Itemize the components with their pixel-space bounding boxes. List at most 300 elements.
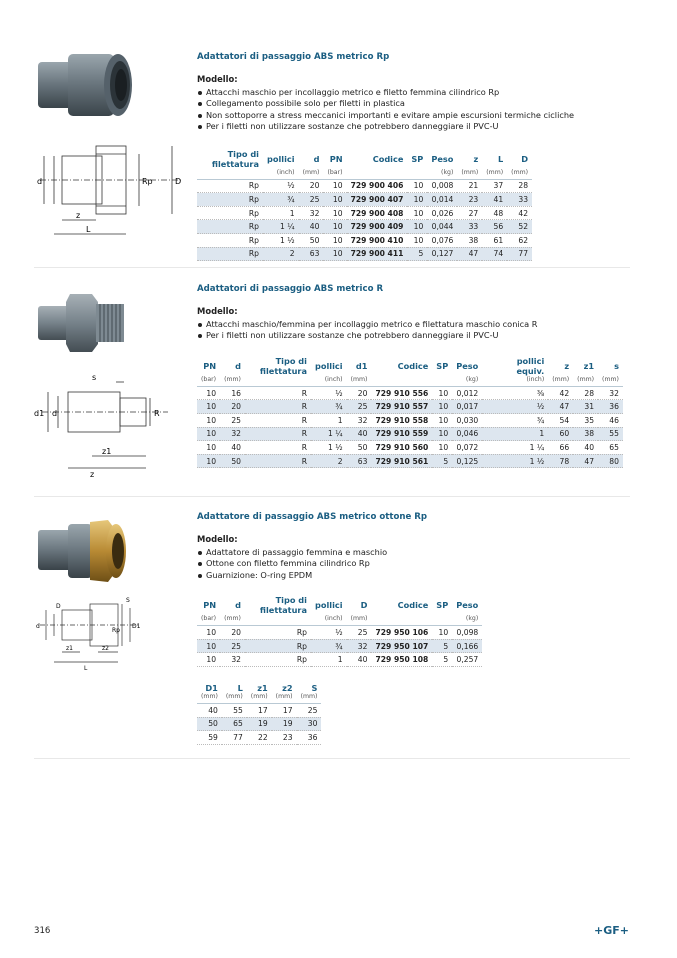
column-header: PN: [329, 153, 343, 164]
table-cell: 25: [220, 639, 245, 653]
table-cell: 0,127: [427, 247, 457, 261]
table-cell: 55: [222, 704, 247, 718]
product-code-cell: 729 900 409: [347, 220, 408, 234]
table-cell: R: [245, 386, 311, 400]
table-cell: 10: [197, 639, 220, 653]
table-cell: 10: [197, 653, 220, 667]
drawing-label-d1: d1: [34, 409, 45, 418]
technical-drawing-adapter-r: [28, 370, 178, 480]
product-code-cell: 729 910 559: [371, 427, 432, 441]
table-cell: 1 ¼: [263, 220, 299, 234]
feature-item: Attacchi maschio per incollaggio metrico e filetto femmina cilindrico Rp: [197, 87, 574, 98]
table-cell: ¾: [311, 639, 347, 653]
column-header: pollici: [314, 360, 343, 371]
table-cell: 0,046: [452, 427, 482, 441]
column-header: pollici: [267, 153, 295, 164]
table-cell: 32: [220, 427, 245, 441]
drawing-label-d: d: [52, 409, 58, 418]
table-cell: 25: [220, 414, 245, 428]
column-header: Codice: [397, 360, 429, 371]
column-header: d1: [355, 360, 368, 371]
table-cell: 50: [347, 441, 372, 455]
table-cell: 25: [347, 400, 372, 414]
table-cell: 1: [311, 653, 347, 667]
table-cell: 10: [407, 220, 427, 234]
table-header-row: [197, 356, 623, 376]
product-code-cell: 729 910 558: [371, 414, 432, 428]
column-header: z1: [257, 683, 268, 693]
modello-label: Modello:: [197, 74, 238, 84]
table-cell: 19: [272, 717, 297, 731]
table-cell: 40: [347, 653, 372, 667]
feature-item: Non sottoporre a stress meccanici importanti e evitare ampie escursioni termiche cicliche: [197, 110, 574, 121]
table-cell: 1: [482, 427, 548, 441]
table-cell: 40: [220, 441, 245, 455]
table-cell: Rp: [197, 193, 263, 207]
column-unit: (mm): [573, 376, 598, 387]
table-cell: 27: [457, 206, 482, 220]
table-row: [197, 626, 482, 640]
column-unit: (mm): [347, 615, 372, 626]
gf-logo: +GF+: [594, 924, 629, 937]
table-row: [197, 247, 532, 261]
table-cell: 1 ½: [482, 454, 548, 468]
drawing-label-big-d: D: [56, 603, 61, 610]
column-unit: [347, 169, 408, 180]
table-cell: 32: [347, 414, 372, 428]
table-cell: 0,026: [427, 206, 457, 220]
drawing-label-rp: Rp: [112, 627, 120, 634]
column-unit: (mm): [297, 693, 322, 704]
table-cell: 33: [507, 193, 532, 207]
column-header: PN: [203, 360, 217, 371]
table-cell: 32: [299, 206, 324, 220]
table-cell: 19: [247, 717, 272, 731]
table-row: [197, 206, 532, 220]
table-cell: 2: [311, 454, 347, 468]
section-divider: [34, 496, 630, 497]
column-header: D: [521, 153, 529, 164]
column-unit: (bar): [197, 376, 220, 387]
drawing-label-z2: z2: [102, 645, 109, 652]
table-cell: 50: [197, 717, 222, 731]
column-unit: [197, 169, 263, 180]
section-content: [197, 512, 482, 745]
feature-item: Guarnizione: O-ring EPDM: [197, 570, 482, 581]
table-row: [197, 414, 623, 428]
table-cell: 10: [323, 247, 346, 261]
feature-list: [197, 87, 574, 133]
column-header: Codice: [372, 153, 404, 164]
column-header: L: [497, 153, 504, 164]
feature-list: [197, 547, 482, 581]
table-cell: 20: [220, 400, 245, 414]
table-cell: 40: [299, 220, 324, 234]
table-cell: 23: [272, 731, 297, 745]
column-unit: (mm): [482, 169, 507, 180]
drawing-label-l: L: [84, 665, 88, 671]
table-cell: 56: [482, 220, 507, 234]
table-cell: 25: [347, 626, 372, 640]
table-cell: ½: [263, 179, 299, 193]
table-cell: 10: [432, 386, 452, 400]
column-header: Tipo di filettatura: [259, 595, 307, 616]
column-unit: (bar): [323, 169, 346, 180]
table-cell: 0,166: [452, 639, 482, 653]
table-cell: ½: [482, 400, 548, 414]
drawing-label-d1: D1: [132, 623, 141, 630]
table-cell: 10: [432, 427, 452, 441]
column-unit: (inch): [311, 615, 347, 626]
column-unit: (inch): [482, 376, 548, 387]
column-header: pollici equiv.: [516, 355, 545, 376]
table-cell: 1: [263, 206, 299, 220]
product-code-cell: 729 900 408: [347, 206, 408, 220]
table-units-row: [197, 169, 532, 180]
table-cell: 1: [311, 414, 347, 428]
drawing-label-z1: z1: [66, 645, 73, 652]
table-cell: ¾: [482, 414, 548, 428]
table-cell: 55: [598, 427, 623, 441]
technical-drawing-brass-adapter: [32, 596, 142, 671]
table-row: [197, 386, 623, 400]
table-cell: 1 ¼: [482, 441, 548, 455]
column-header: s: [614, 360, 619, 371]
table-cell: Rp: [245, 626, 311, 640]
column-unit: [371, 376, 432, 387]
product-code-cell: 729 910 560: [371, 441, 432, 455]
column-unit: [245, 376, 311, 387]
table-row: [197, 454, 623, 468]
table-cell: 38: [457, 234, 482, 248]
product-code-cell: 729 910 561: [371, 454, 432, 468]
table-cell: 80: [598, 454, 623, 468]
table-cell: 10: [323, 206, 346, 220]
table-cell: 52: [507, 220, 532, 234]
column-header: z1: [583, 360, 595, 371]
table-cell: 0,012: [452, 386, 482, 400]
column-header: Peso: [431, 153, 454, 164]
column-unit: (kg): [452, 615, 482, 626]
column-unit: (kg): [427, 169, 457, 180]
table-cell: 48: [482, 206, 507, 220]
table-cell: 78: [548, 454, 573, 468]
table-cell: 32: [347, 639, 372, 653]
column-unit: (inch): [263, 169, 299, 180]
product-photo-brass-adapter: [34, 516, 134, 586]
table-cell: 0,014: [427, 193, 457, 207]
feature-item: Attacchi maschio/femmina per incollaggio metrico e filettatura maschio conica R: [197, 319, 623, 330]
table-cell: 10: [432, 414, 452, 428]
table-cell: 0,076: [427, 234, 457, 248]
table-row: [197, 427, 623, 441]
table-units-row: [197, 693, 321, 704]
column-header: Codice: [397, 600, 429, 611]
table-cell: 50: [299, 234, 324, 248]
column-unit: (mm): [220, 615, 245, 626]
feature-list: [197, 319, 623, 342]
table-cell: 10: [197, 414, 220, 428]
product-code-cell: 729 900 407: [347, 193, 408, 207]
drawing-label-rp: Rp: [142, 177, 153, 186]
table-cell: 17: [272, 704, 297, 718]
table-units-row: [197, 376, 623, 387]
table-cell: Rp: [197, 179, 263, 193]
table-cell: Rp: [245, 653, 311, 667]
table-cell: R: [245, 441, 311, 455]
table-cell: 10: [197, 626, 220, 640]
table-cell: R: [245, 400, 311, 414]
table-cell: 36: [297, 731, 322, 745]
table-cell: Rp: [197, 247, 263, 261]
product-table: [197, 356, 623, 469]
product-code-cell: 729 910 556: [371, 386, 432, 400]
table-cell: 10: [407, 234, 427, 248]
table-cell: 10: [323, 179, 346, 193]
table-cell: 40: [347, 427, 372, 441]
table-cell: 40: [573, 441, 598, 455]
table-cell: 10: [432, 441, 452, 455]
dimensions-table: [197, 683, 321, 745]
table-cell: 37: [482, 179, 507, 193]
table-cell: 0,044: [427, 220, 457, 234]
column-header: Peso: [456, 600, 479, 611]
drawing-label-big-d: D: [175, 177, 182, 186]
column-header: SP: [436, 600, 449, 611]
section-title: Adattatore di passaggio ABS metrico ottone Rp: [197, 512, 428, 522]
column-header: Tipo di filettatura: [211, 148, 259, 169]
table-cell: 61: [482, 234, 507, 248]
product-photo-adapter-rp: [36, 50, 136, 125]
feature-item: Per i filetti non utilizzare sostanze che potrebbero danneggiare il PVC-U: [197, 330, 623, 341]
table-row: [197, 400, 623, 414]
table-cell: 10: [323, 193, 346, 207]
table-cell: 10: [197, 427, 220, 441]
drawing-label-d: d: [36, 623, 40, 630]
column-unit: (mm): [247, 693, 272, 704]
table-cell: 1 ¼: [311, 427, 347, 441]
table-cell: ⅜: [482, 386, 548, 400]
table-cell: 62: [507, 234, 532, 248]
column-header: S: [311, 683, 318, 693]
column-unit: (mm): [222, 693, 247, 704]
column-unit: (mm): [272, 693, 297, 704]
column-header: D: [360, 600, 368, 611]
section-divider: [34, 267, 630, 268]
column-header: d: [235, 600, 241, 611]
feature-item: Adattatore di passaggio femmina e maschio: [197, 547, 482, 558]
table-cell: 77: [222, 731, 247, 745]
table-cell: 25: [299, 193, 324, 207]
column-header: L: [237, 683, 243, 693]
table-header-row: [197, 149, 532, 169]
table-cell: 31: [573, 400, 598, 414]
table-cell: 74: [482, 247, 507, 261]
table-cell: 0,257: [452, 653, 482, 667]
table-cell: Rp: [197, 220, 263, 234]
table-cell: 1 ½: [263, 234, 299, 248]
feature-item: Ottone con filetto femmina cilindrico Rp: [197, 558, 482, 569]
table-row: [197, 179, 532, 193]
product-code-cell: 729 950 108: [371, 653, 432, 667]
column-unit: (bar): [197, 615, 220, 626]
table-row: [197, 193, 532, 207]
table-header-row: [197, 595, 482, 615]
feature-item: Per i filetti non utilizzare sostanze che potrebbero danneggiare il PVC-U: [197, 121, 574, 132]
table-cell: 33: [457, 220, 482, 234]
table-row: [197, 234, 532, 248]
table-cell: 47: [548, 400, 573, 414]
table-cell: 10: [197, 386, 220, 400]
table-cell: 10: [432, 400, 452, 414]
table-cell: 20: [299, 179, 324, 193]
page-number: 316: [34, 926, 51, 936]
column-unit: (mm): [548, 376, 573, 387]
table-cell: R: [245, 427, 311, 441]
table-cell: ½: [311, 386, 347, 400]
table-cell: 65: [222, 717, 247, 731]
table-cell: 32: [598, 386, 623, 400]
column-unit: (mm): [598, 376, 623, 387]
table-row: [197, 653, 482, 667]
table-row: [197, 717, 321, 731]
table-cell: 38: [573, 427, 598, 441]
column-unit: (mm): [299, 169, 324, 180]
table-cell: 28: [573, 386, 598, 400]
drawing-label-s: S: [126, 597, 130, 604]
table-cell: 47: [457, 247, 482, 261]
product-code-cell: 729 900 411: [347, 247, 408, 261]
table-cell: 63: [347, 454, 372, 468]
column-unit: [245, 615, 311, 626]
column-unit: [432, 376, 452, 387]
product-table: [197, 595, 482, 667]
table-cell: 22: [247, 731, 272, 745]
modello-label: Modello:: [197, 534, 238, 544]
table-cell: 30: [297, 717, 322, 731]
column-unit: (inch): [311, 376, 347, 387]
table-row: [197, 441, 623, 455]
table-cell: 40: [197, 704, 222, 718]
table-cell: Rp: [197, 206, 263, 220]
column-unit: (mm): [457, 169, 482, 180]
table-cell: 5: [432, 653, 452, 667]
table-cell: 10: [407, 179, 427, 193]
table-cell: 0,072: [452, 441, 482, 455]
column-unit: (kg): [452, 376, 482, 387]
drawing-label-s: s: [92, 373, 97, 382]
table-cell: 28: [507, 179, 532, 193]
table-cell: 60: [548, 427, 573, 441]
table-cell: 63: [299, 247, 324, 261]
table-cell: 5: [432, 639, 452, 653]
column-header: D1: [205, 683, 218, 693]
table-cell: 0,008: [427, 179, 457, 193]
table-cell: 2: [263, 247, 299, 261]
table-cell: 77: [507, 247, 532, 261]
column-header: z: [564, 360, 570, 371]
column-header: z: [473, 153, 479, 164]
column-unit: (mm): [347, 376, 372, 387]
column-header: z2: [282, 683, 293, 693]
product-code-cell: 729 950 107: [371, 639, 432, 653]
section-title: Adattatori di passaggio ABS metrico Rp: [197, 52, 390, 62]
technical-drawing-adapter-rp: [34, 140, 184, 248]
column-unit: (mm): [220, 376, 245, 387]
product-code-cell: 729 900 410: [347, 234, 408, 248]
table-cell: 0,030: [452, 414, 482, 428]
drawing-label-z: z: [90, 470, 95, 479]
feature-item: Collegamento possibile solo per filetti in plastica: [197, 98, 574, 109]
table-cell: Rp: [245, 639, 311, 653]
table-cell: 59: [197, 731, 222, 745]
table-cell: 36: [598, 400, 623, 414]
column-unit: (mm): [507, 169, 532, 180]
table-cell: 0,017: [452, 400, 482, 414]
column-unit: [407, 169, 427, 180]
column-header: Peso: [456, 360, 479, 371]
table-cell: 20: [220, 626, 245, 640]
column-header: Tipo di filettatura: [259, 355, 307, 376]
product-code-cell: 729 900 406: [347, 179, 408, 193]
table-cell: 10: [323, 234, 346, 248]
table-cell: 21: [457, 179, 482, 193]
table-cell: R: [245, 414, 311, 428]
table-row: [197, 731, 321, 745]
table-cell: 10: [197, 454, 220, 468]
table-cell: 10: [407, 193, 427, 207]
table-row: [197, 639, 482, 653]
table-cell: Rp: [197, 234, 263, 248]
table-cell: 10: [323, 220, 346, 234]
column-header: SP: [436, 360, 449, 371]
section-divider: [34, 758, 630, 759]
column-unit: (mm): [197, 693, 222, 704]
table-header-row: [197, 683, 321, 693]
table-cell: 10: [407, 206, 427, 220]
table-cell: 65: [598, 441, 623, 455]
table-cell: 32: [220, 653, 245, 667]
column-header: d: [235, 360, 241, 371]
drawing-label-z: z: [76, 211, 81, 220]
table-cell: 42: [548, 386, 573, 400]
table-cell: 1 ½: [311, 441, 347, 455]
table-cell: R: [245, 454, 311, 468]
table-cell: 54: [548, 414, 573, 428]
table-row: [197, 220, 532, 234]
table-cell: 42: [507, 206, 532, 220]
table-cell: 47: [573, 454, 598, 468]
column-header: pollici: [314, 600, 343, 611]
column-header: PN: [203, 600, 217, 611]
table-cell: 23: [457, 193, 482, 207]
table-cell: 10: [197, 441, 220, 455]
product-table: [197, 149, 532, 262]
drawing-label-l: L: [86, 225, 91, 234]
drawing-label-r: R: [154, 409, 160, 418]
section-title: Adattatori di passaggio ABS metrico R: [197, 284, 384, 294]
table-cell: 17: [247, 704, 272, 718]
table-cell: 5: [407, 247, 427, 261]
table-cell: 0,125: [452, 454, 482, 468]
table-cell: ½: [311, 626, 347, 640]
table-cell: 20: [347, 386, 372, 400]
modello-label: Modello:: [197, 306, 238, 316]
table-cell: 5: [432, 454, 452, 468]
table-cell: ¾: [311, 400, 347, 414]
table-cell: 35: [573, 414, 598, 428]
table-cell: 10: [197, 400, 220, 414]
